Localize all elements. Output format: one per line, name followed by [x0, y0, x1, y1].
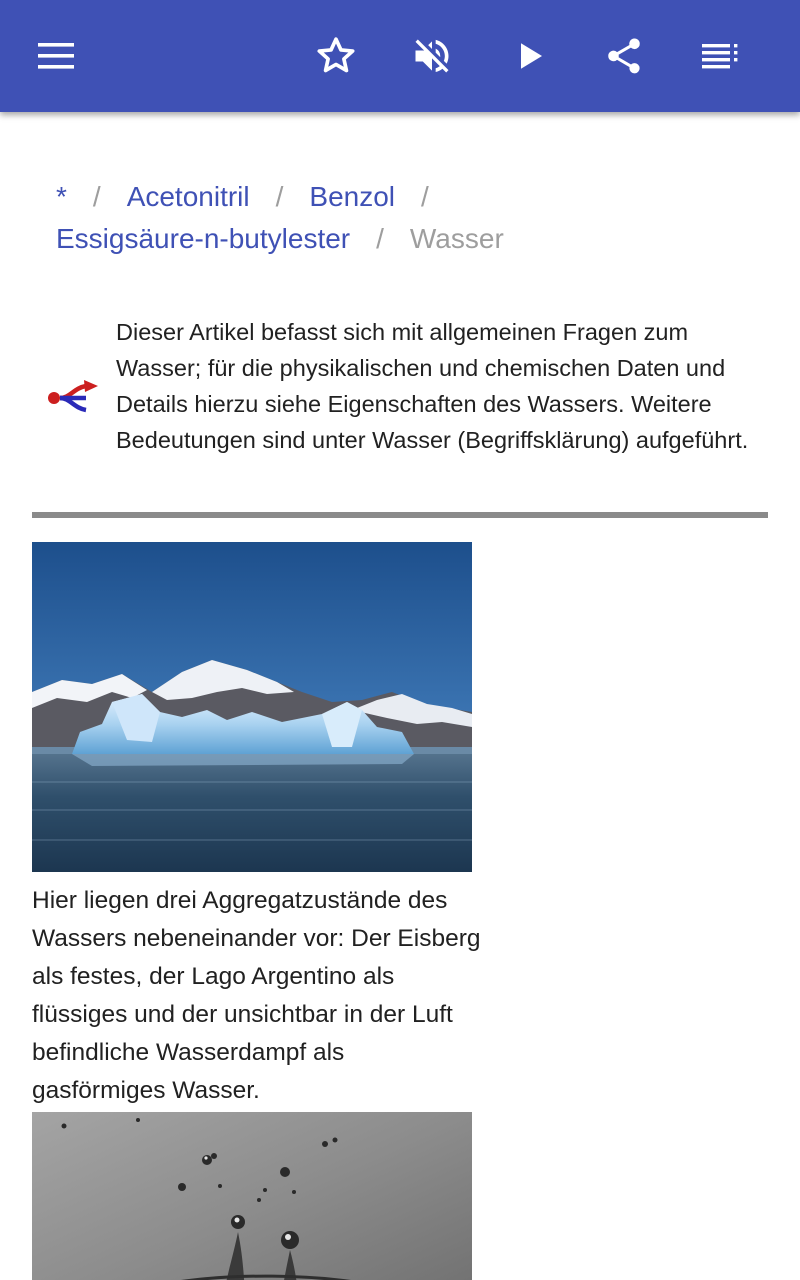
disambiguation-icon	[46, 376, 100, 420]
play-button[interactable]	[502, 28, 558, 84]
breadcrumb-item-star[interactable]: *	[56, 181, 67, 212]
breadcrumb	[56, 176, 756, 260]
app-bar	[0, 0, 800, 112]
menu-button[interactable]	[28, 28, 84, 84]
volume-off-icon	[410, 34, 454, 78]
hatnote-text: Dieser Artikel befasst sich mit allgemeinen Fragen zum Wasser; für die physikalischen und chemischen Daten und Details hierzu siehe Eigenschaften des Wassers. Weitere Bedeutungen sind unter Wasser (Begriffsklärung) aufgeführt.	[116, 319, 749, 453]
breadcrumb-separator: /	[376, 223, 384, 254]
section-divider	[32, 512, 768, 518]
menu-icon	[36, 41, 76, 71]
breadcrumb-separator: /	[275, 181, 284, 212]
iceberg-image[interactable]	[32, 542, 472, 872]
breadcrumb-current: Wasser	[409, 223, 504, 254]
share-icon	[603, 35, 645, 77]
breadcrumb-item-essigsaeure[interactable]: Essigsäure-n-butylester	[56, 223, 351, 254]
playlist-icon	[700, 41, 740, 71]
star-outline-icon	[314, 34, 358, 78]
breadcrumb-separator: /	[421, 181, 429, 212]
article-content	[0, 112, 800, 1280]
breadcrumb-item-acetonitril[interactable]: Acetonitril	[126, 181, 250, 212]
breadcrumb-separator: /	[92, 181, 101, 212]
bookmark-button[interactable]	[308, 28, 364, 84]
share-button[interactable]	[596, 28, 652, 84]
mute-button[interactable]	[404, 28, 460, 84]
water-splash-image[interactable]	[32, 1112, 472, 1280]
play-icon	[512, 38, 548, 74]
figure-caption: Hier liegen drei Aggregatzustände des Wassers nebeneinander vor: Der Eisberg als festes, der Lago Argentino als flüssiges und der unsichtbar in der Luft befindliche Wasserdampf als gasförmiges Wasser.	[32, 887, 481, 1104]
contents-button[interactable]	[692, 28, 748, 84]
breadcrumb-item-benzol[interactable]: Benzol	[309, 181, 396, 212]
